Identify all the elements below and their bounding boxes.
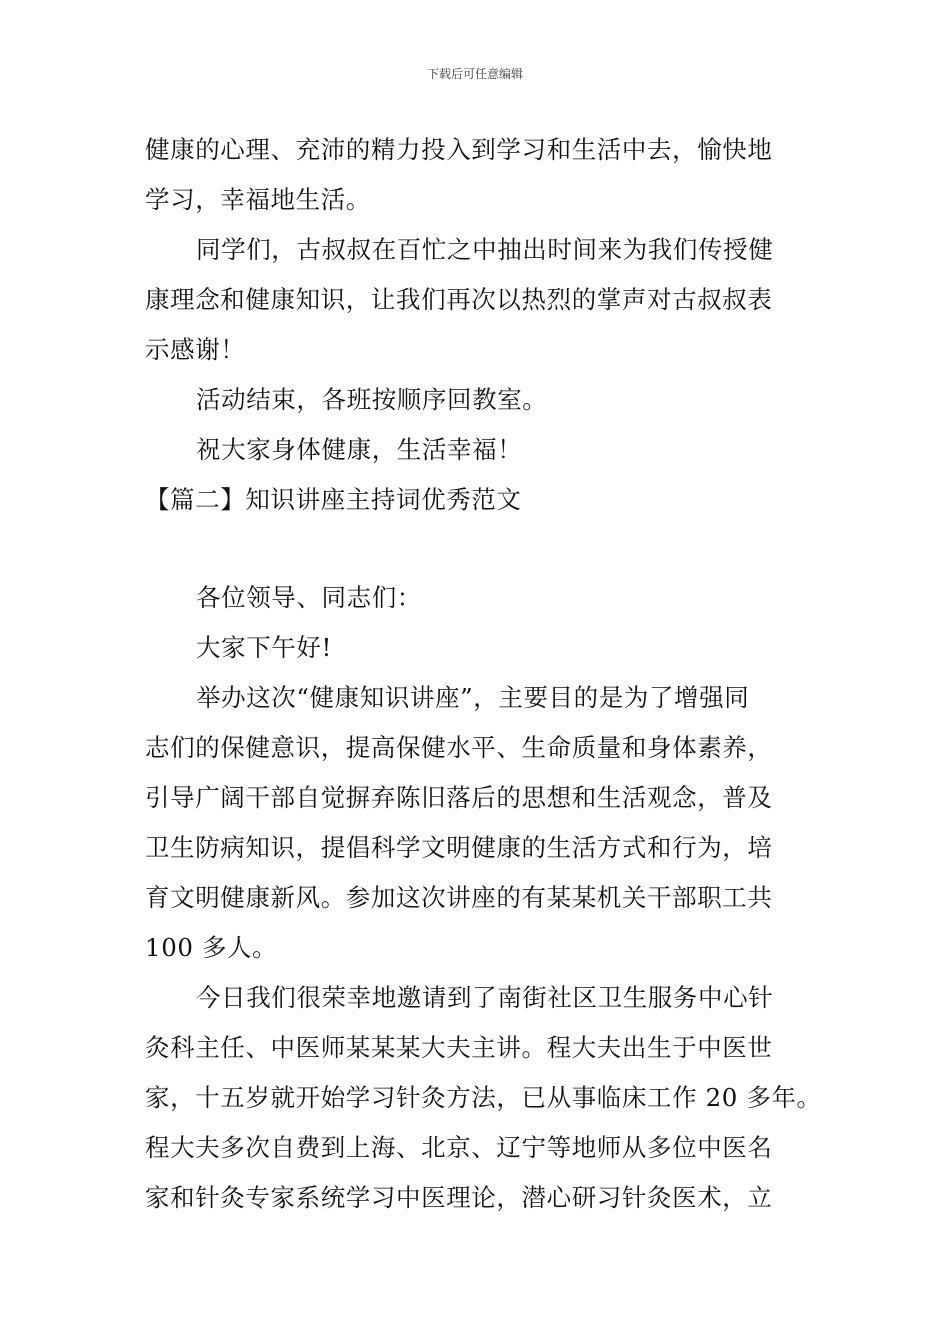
body-line: 今日我们很荣幸地邀请到了南街社区卫生服务中心针	[196, 983, 774, 1012]
body-line: 学习，幸福地生活。	[145, 185, 371, 214]
body-line: 志们的保健意识，提高保健水平、生命质量和身体素养，	[145, 733, 773, 762]
body-line: 祝大家身体健康，生活幸福！	[196, 435, 523, 464]
body-line: 家和针灸专家系统学习中医理论，潜心研习针灸医术，立	[145, 1183, 773, 1212]
body-line: 家，十五岁就开始学习针灸方法，已从事临床工作 20 多年。	[145, 1083, 822, 1112]
body-line: 灸科主任、中医师某某某大夫主讲。程大夫出生于中医世	[145, 1033, 773, 1062]
body-line: 康理念和健康知识，让我们再次以热烈的掌声对古叔叔表	[145, 285, 773, 314]
body-line: 卫生防病知识，提倡科学文明健康的生活方式和行为，培	[145, 833, 773, 862]
body-line: 举办这次“健康知识讲座”，主要目的是为了增强同	[196, 683, 750, 712]
body-line: 活动结束，各班按顺序回教室。	[196, 385, 548, 414]
greeting: 大家下午好!	[196, 633, 332, 662]
section-heading: 【篇二】知识讲座主持词优秀范文	[145, 485, 522, 514]
body-line: 示感谢！	[145, 335, 246, 364]
body-line: 同学们，古叔叔在百忙之中抽出时间来为我们传授健	[196, 235, 774, 264]
body-line: 育文明健康新风。参加这次讲座的有某某机关干部职工共	[145, 883, 773, 912]
body-line: 100 多人。	[145, 933, 278, 962]
salutation: 各位领导、同志们：	[196, 583, 422, 612]
page-header: 下载后可任意编辑	[426, 67, 523, 81]
body-line: 健康的心理、充沛的精力投入到学习和生活中去，愉快地	[145, 135, 773, 164]
body-line: 程大夫多次自费到上海、北京、辽宁等地师从多位中医名	[145, 1133, 773, 1162]
body-line: 引导广阔干部自觉摒弃陈旧落后的思想和生活观念，普及	[145, 783, 773, 812]
